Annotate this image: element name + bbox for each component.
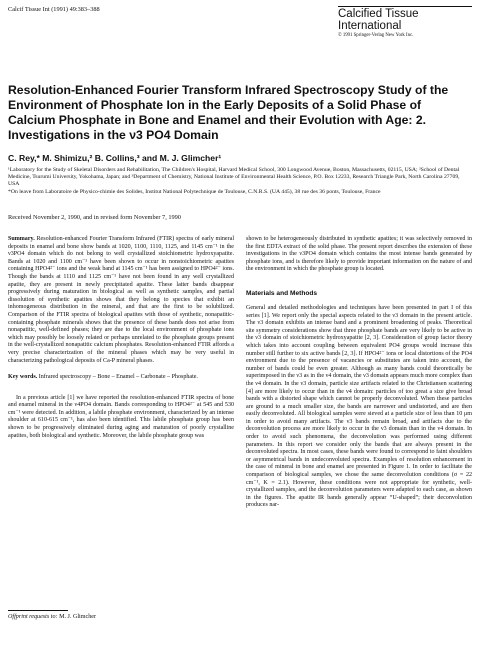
summary-label: Summary. xyxy=(8,236,35,242)
keywords-label: Key words. xyxy=(8,374,38,381)
intro-paragraph: In a previous article [1] we have reported the resolution-enhanced FTIR spectra of bone and enamel mineral in the ν4PO4 domain. Bands corresponding to HPO4²⁻ at 545 and 530 cm⁻¹ were detected. In addition, a labile phosphate environment, characterized by an intense shoulder at 610-615 cm⁻¹, has also been identified. This labile phosphate group has been shown to be progressively eliminated during aging and maturation of poorly crystalline apatites, both biological and synthetic. Moreover, the labile phosphate group was xyxy=(8,394,234,439)
journal-header xyxy=(338,6,472,38)
copyright-notice: © 1991 Springer-Verlag New York Inc. xyxy=(338,33,414,38)
header-citation: Calcif Tissue Int (1991) 49:383–388 xyxy=(8,6,100,13)
offprint-name: M. J. Glimcher xyxy=(59,614,96,620)
summary-paragraph xyxy=(8,236,234,365)
keywords-paragraph xyxy=(8,374,234,382)
article-authors: C. Rey,* M. Shimizu,² B. Collins,³ and M. J. Glimcher¹ xyxy=(8,153,222,163)
offprint-label: Offprint requests to: xyxy=(8,614,58,620)
keywords-text: Infrared spectroscopy – Bone – Enamel – Carbonate – Phosphate. xyxy=(38,374,198,381)
methods-heading: Materials and Methods xyxy=(246,289,318,297)
footer-rule xyxy=(8,610,68,611)
summary-text: Resolution-enhanced Fourier Transform Infrared (FTIR) spectra of early mineral deposits in enamel and bone show bands at 1020, 1100, 1110, 1125, and 1145 cm⁻¹ in the ν3PO4 domain which do not belong to well crystallized stoichiometric hydroxyapatite. Bands at 1020 and 1100 cm⁻¹ have been shown to occur in nonstoichiometric apatites containing HPO4²⁻ ions and the weak band at 1145 cm⁻¹ has been assigned to HPO4²⁻ ions. Though the bands at 1110 and 1125 cm⁻¹ have not been found in any well crystallized apatite, they are present in newly precipitated apatite. These latter bands disappear progressively during maturation in biological as well as synthetic samples, and partial dissolution of synthetic apatites shows that they belong to species that exhibit an inhomogeneous distribution in the mineral, and that are the first to be solubilized. Comparison of the FTIR spectra of biological apatites with those of synthetic, nonapatitic-containing phosphate minerals shows that the presence of these bands does not arise from nonapatitic, well-defined phases; they are due to the local environment of phosphate ions which may possibly be loosely related or perhaps unrelated to the phosphate groups present in the well-crystallized nonapatitic calcium phosphates. Resolution-enhanced FTIR affords a very precise characterization of the mineral phases which may be very useful in characterizing pathological deposits of Ca-P mineral phases. xyxy=(8,236,234,364)
offprint-footer xyxy=(8,614,96,620)
left-column xyxy=(8,236,234,440)
received-dates: Received November 2, 1990, and in revised form November 7, 1990 xyxy=(8,214,181,221)
affiliation-primary: ¹Laboratory for the Study of Skeletal Disorders and Rehabilitation, The Children's Hospital, Harvard Medical School, 300 Longwood Avenue, Boston, Massachusetts, 02115, USA; ²School of Dental Medicine, Tsurumi University, Yokohama, Japan; and ³Department of Chemistry, National Institute of Environmental Health Science, P.O. Box 12233, Research Triangle Park, North Carolina 27709, USA xyxy=(8,167,460,187)
journal-name-line2: International xyxy=(338,20,402,32)
article-title: Resolution-Enhanced Fourier Transform Infrared Spectroscopy Study of the Environment of Phosphate Ion in the Early Deposits of a Solid Phase of Calcium Phosphate in Bone and Enamel and their Evolution with Age: 2. Investigations in the ν3 PO4 Domain xyxy=(8,83,449,142)
right-column xyxy=(246,236,472,510)
affiliations xyxy=(8,167,472,197)
affiliation-on-leave: *On leave from Laboratoire de Physico-chimie des Solides, Institut National Polytechnique de Toulouse, C.N.R.S. (UA 445), 38 rue des 36 ponts, Toulouse, France xyxy=(8,189,381,196)
journal-name xyxy=(338,8,472,32)
journal-name-line1: Calcified Tissue xyxy=(338,8,419,20)
intro-continuation: shown to be heterogeneously distributed in synthetic apatites; it was selectively removed in the first EDTA extract of the solid phase. The present report describes the extension of these investigations in the ν3PO4 domain which contains the most intense bands generated by phosphate ions, and is therefore likely to provide important information on the nature of and the environment in which the phosphate group is located. xyxy=(246,236,472,273)
methods-text: General and detailed methodologies and techniques have been presented in part I of this series [1]. We report only the special aspects related to the ν3 domain in the present article. The ν3 domain exhibits an intense band and a prominent broadening of peaks. Theoretical site symmetry considerations show that three phosphate bands are very likely to be active in the ν3 domain of stoichiometric hydroxyapatite [2, 3]. Consideration of group factor theory which takes into account coupling between equivalent PO4 groups would increase this number still further to six active bands [2, 3]. If HPO4²⁻ ions or local distortions of the PO4 environment due to the presence of vacancies or substitutes are taken into account, the number of bands could be even greater. Although as many bands could theoretically be superimposed in the ν3 as in the ν4 domain, the ν3 domain appears much more complex than the ν4 domain. In the ν3 domain, particle size artifacts related to the Christiansen scattering [4] are more likely to occur than in the ν4 domain: particles of too great a size give broad bands with a distorted shape which cannot be properly deconvoluted. When these particles are ground to a much smaller size, the bands are narrower and undistorted, and are then easily deconvoluted. All biological samples were sieved at a particle size of less than 10 μm in order to avoid many artifacts. The ν3 bands remain broad, and artifacts due to the deconvolution process are more likely to occur in the ν3 domain than in the ν4 domain. In order to avoid such phenomena, the deconvolution was performed using different parameters. In this report we consider only the bands that are always present in the deconvoluted spectra. In most cases, these bands were found to correspond to faint shoulders or asymmetrical bands in undeconvoluted spectra. Examples of resolution enhancement in the case of mineral in bone and enamel are presented in Figure 1. In order to facilitate the comparison of biological samples, we chose the same deconvolution conditions (σ = 22 cm⁻¹, K = 2.1). However, these conditions were not appropriate for synthetic, well-crystallized samples, and the deconvolution parameters were adapted to each case, as shown in the figures. The apatite IR bands generally appear “U-shaped”; their deconvolution produces nar- xyxy=(246,304,472,509)
